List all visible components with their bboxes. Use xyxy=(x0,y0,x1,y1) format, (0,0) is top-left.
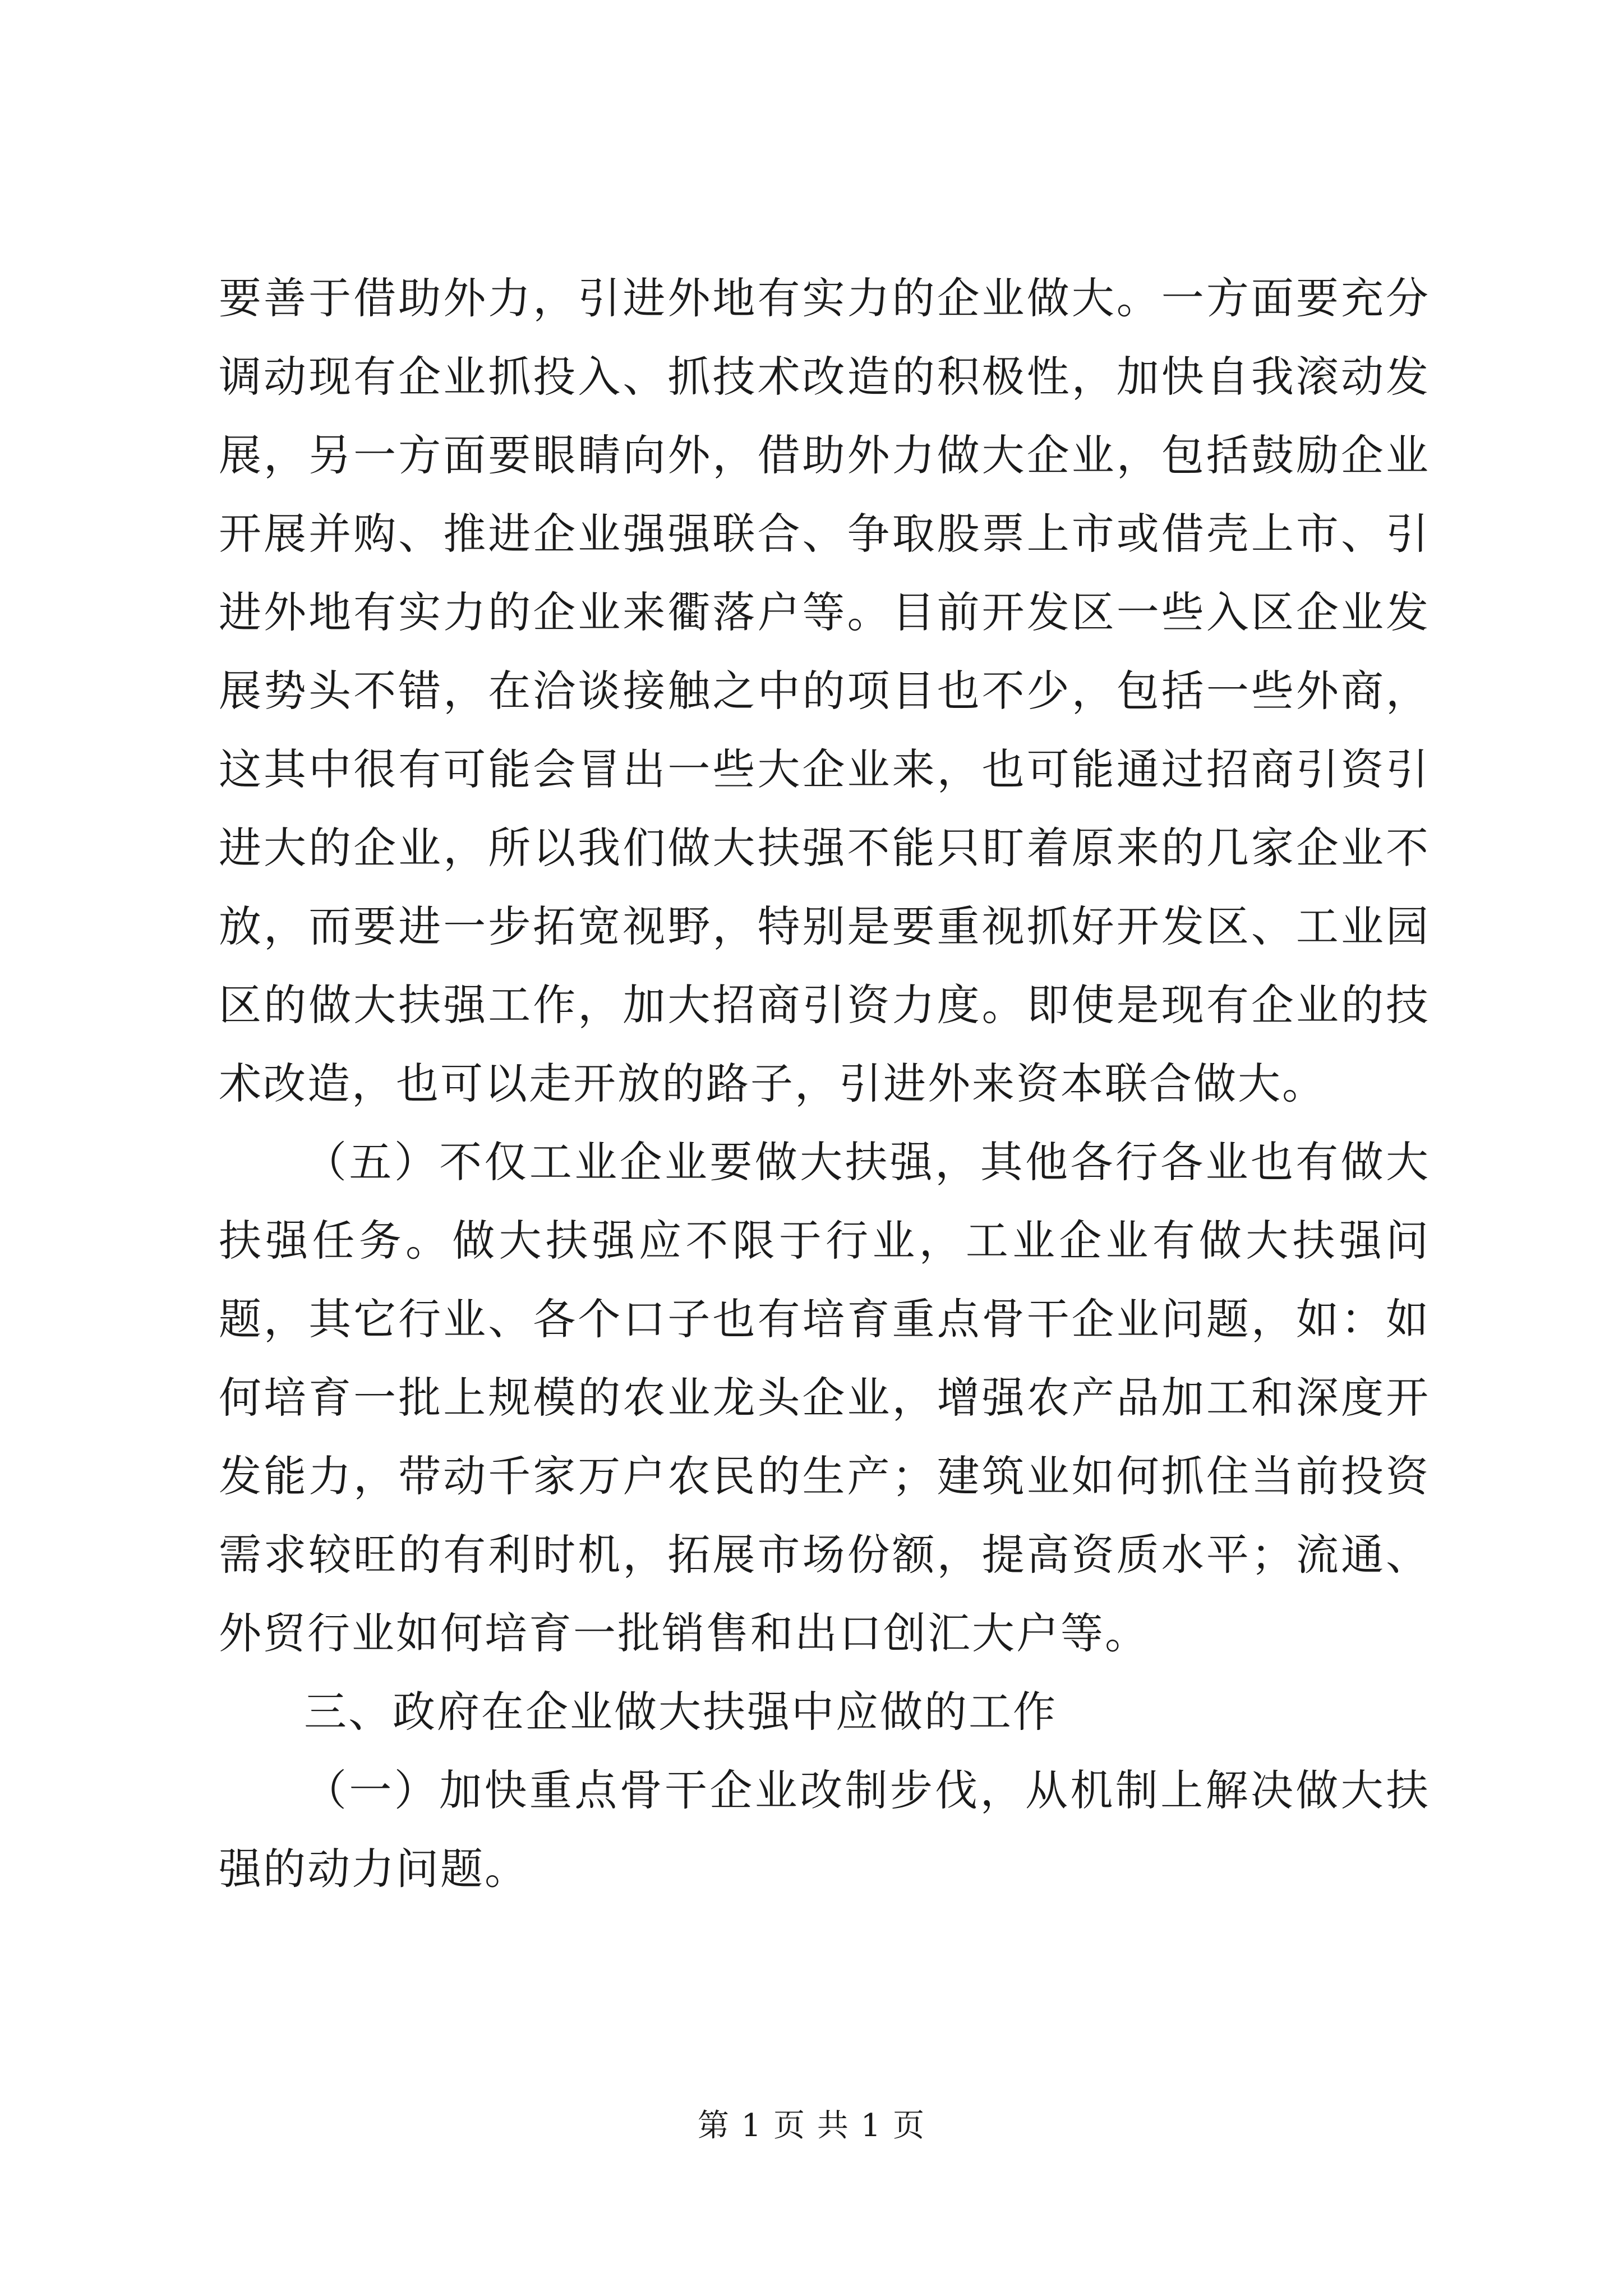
section-heading-three: 三、政府在企业做大扶强中应做的工作 xyxy=(304,1687,1057,1737)
page-footer: 第 1 页 共 1 页 xyxy=(697,2108,926,2144)
paragraph-continuation: 要善于借助外力，引进外地有实力的企业做大。一方面要充分调动现有企业抓投入、抓技术改造的积极性，加快自我滚动发展，另一方面要眼睛向外，借助外力做大企业，包括鼓励企业开展并购、推进企业强强联合、争取股票上市或借壳上市、引进外地有实力的企业来衢落户等。目前开发区一些入区企业发展势头不错，在洽谈接触之中的项目也不少，包括一些外商，这其中很有可能会冒出一些大企业来，也可能通过招商引资引进大的企业，所以我们做大扶强不能只盯着原来的几家企业不放，而要进一步拓宽视野，特别是要重视抓好开发区、工业园区的做大扶强工作，加大招商引资力度。即使是现有企业的技术改造，也可以走开放的路子，引进外来资本联合做大。 xyxy=(219,273,1430,1108)
document-body xyxy=(219,259,1430,1908)
paragraph-section-five: （五）不仅工业企业要做大扶强，其他各行各业也有做大扶强任务。做大扶强应不限于行业，工业企业有做大扶强问题，其它行业、各个口子也有培育重点骨干企业问题，如：如何培育一批上规模的农业龙头企业，增强农产品加工和深度开发能力，带动千家万户农民的生产；建筑业如何抓住当前投资需求较旺的有利时机，拓展市场份额，提高资质水平；流通、外贸行业如何培育一批销售和出口创汇大户等。 xyxy=(219,1137,1430,1658)
paragraph-subsection-one: （一）加快重点骨干企业改制步伐，从机制上解决做大扶强的动力问题。 xyxy=(219,1765,1430,1894)
